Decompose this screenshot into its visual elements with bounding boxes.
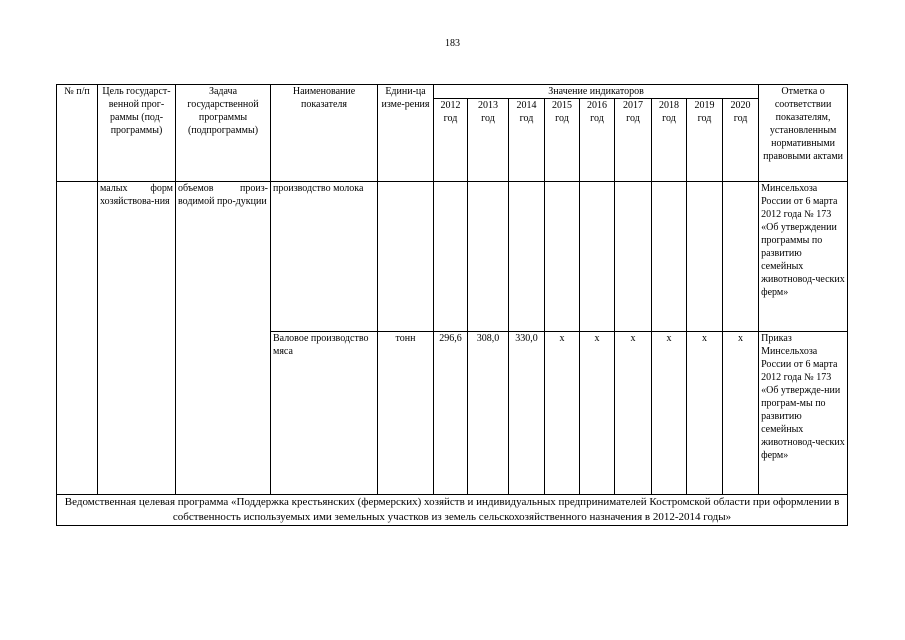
indicators-table xyxy=(56,84,848,526)
page-number: 183 xyxy=(445,38,460,49)
cell-value xyxy=(723,182,759,332)
cell-indicator: производство молока xyxy=(271,182,378,332)
header-year: 2019 год xyxy=(687,99,723,182)
header-year: 2016 год xyxy=(580,99,615,182)
header-year: 2018 год xyxy=(652,99,687,182)
cell-value: х xyxy=(615,332,652,495)
cell-num xyxy=(57,182,98,495)
header-year: 2012 год xyxy=(434,99,468,182)
cell-unit: тонн xyxy=(378,332,434,495)
cell-task: объемов произ-водимой про-дукции xyxy=(176,182,271,495)
program-title: Ведомственная целевая программа «Поддержка крестьянских (фермерских) хозяйств и индивидуальных предпринимателей Костромской области при оформлении в собственность используемых ими земельных участков из земель сельскохозяйственного назначения в 2012-2014 годы» xyxy=(57,495,848,526)
cell-indicator: Валовое производство мяса xyxy=(271,332,378,495)
header-year: 2020 год xyxy=(723,99,759,182)
cell-value: 296,6 xyxy=(434,332,468,495)
cell-value: х xyxy=(652,332,687,495)
cell-value xyxy=(615,182,652,332)
cell-value xyxy=(580,182,615,332)
header-year: 2013 год xyxy=(468,99,509,182)
cell-value: х xyxy=(687,332,723,495)
cell-value: 308,0 xyxy=(468,332,509,495)
cell-value xyxy=(468,182,509,332)
cell-value xyxy=(687,182,723,332)
header-compliance: Отметка о соответствии показателям, установленным нормативными правовыми актами xyxy=(759,85,848,182)
cell-unit xyxy=(378,182,434,332)
cell-value xyxy=(434,182,468,332)
cell-value: 330,0 xyxy=(509,332,545,495)
cell-compliance: Минсельхоза России от 6 марта 2012 года № 173 «Об утверждении программы по развитию семейных животновод-ческих ферм» xyxy=(759,182,848,332)
header-num: № п/п xyxy=(57,85,98,182)
cell-value xyxy=(545,182,580,332)
header-unit: Едини-ца изме-рения xyxy=(378,85,434,182)
header-year: 2017 год xyxy=(615,99,652,182)
cell-value xyxy=(509,182,545,332)
header-year: 2015 год xyxy=(545,99,580,182)
cell-value: х xyxy=(545,332,580,495)
cell-value xyxy=(652,182,687,332)
header-values-title: Значение индикаторов xyxy=(434,85,759,99)
cell-value: х xyxy=(723,332,759,495)
header-indicator-name: Наименование показателя xyxy=(271,85,378,182)
header-year: 2014 год xyxy=(509,99,545,182)
table-row xyxy=(57,182,848,332)
cell-value: х xyxy=(580,332,615,495)
table-row xyxy=(57,495,848,526)
header-goal: Цель государст-венной прог-раммы (под-программы) xyxy=(98,85,176,182)
cell-goal: малых форм хозяйствова-ния xyxy=(98,182,176,495)
header-task: Задача государственной программы (подпрограммы) xyxy=(176,85,271,182)
cell-compliance: Приказ Минсельхоза России от 6 марта 2012 года № 173 «Об утвержде-нии програм-мы по развитию семейных животновод-ческих ферм» xyxy=(759,332,848,495)
